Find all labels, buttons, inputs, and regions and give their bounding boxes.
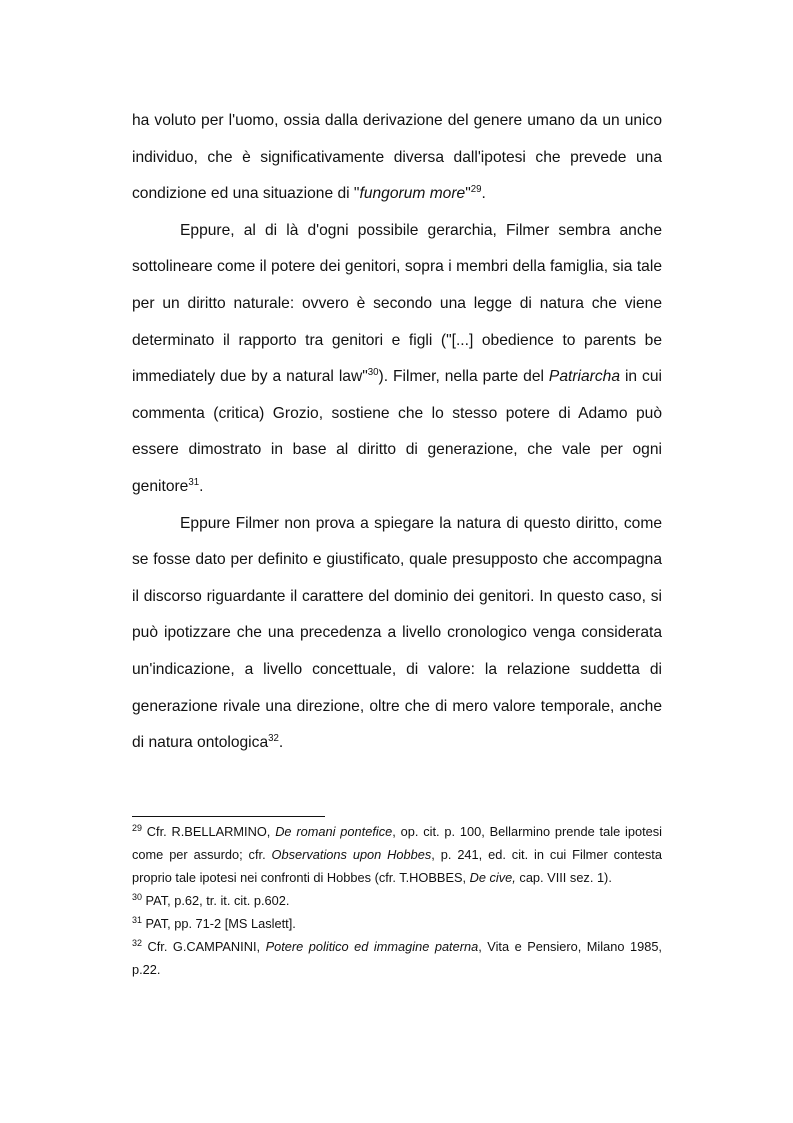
footnote-ref: 30: [367, 367, 379, 379]
text-run: Cfr. R.BELLARMINO,: [141, 824, 276, 839]
paragraph: [132, 213, 662, 506]
footnote-number: 30: [132, 892, 142, 903]
text-run: Eppure, al di là d'ogni possibile gerarchia, Filmer sembra anche sottolineare come il potere dei genitori, sopra i membri della famiglia, sia tale per un diritto naturale: ovvero è secondo una legge di natura che viene determinato il rapporto tra genitori e figli ("[...] obedience to parents be immediately due by a natural law": [132, 221, 662, 386]
text-run: .: [481, 185, 486, 203]
italic-text: De romani pontefice: [275, 824, 393, 839]
footnote: [132, 820, 662, 889]
footnote-number: 29: [132, 823, 142, 834]
text-run: PAT, pp. 71-2 [MS Laslett].: [141, 916, 296, 931]
text-run: .: [199, 477, 204, 495]
text-run: ha voluto per l'uomo, ossia dalla derivazione del genere umano da un unico individuo, che è significativamente diversa dall'ipotesi che prevede una condizione ed una situazione di ": [132, 112, 662, 203]
body-text: [132, 103, 662, 762]
text-run: Eppure Filmer non prova a spiegare la natura di questo diritto, come se fosse dato per definito e giustificato, quale presupposto che accompagna il discorso riguardante il carattere del dominio dei genitori. In questo caso, si può ipotizzare che una precedenza a livello cronologico venga considerata un'indicazione, a livello concettuale, di valore: la relazione suddetta di generazione rivale una direzione, oltre che di mero valore temporale, anche di natura ontologica: [132, 514, 662, 752]
text-run: .: [278, 734, 284, 752]
text-run: PAT, p.62, tr. it. cit. p.602.: [141, 893, 290, 908]
text-run: , Vita e Pensiero, Milano 1985, p.22.: [132, 939, 662, 977]
footnote-separator: [132, 816, 325, 817]
footnote-ref: 29: [470, 184, 482, 196]
footnote: [132, 912, 662, 935]
footnote: [132, 889, 662, 912]
text-run: ). Filmer, nella parte del: [378, 368, 549, 386]
italic-text: Observations upon Hobbes: [271, 847, 432, 862]
footnote-number: 31: [132, 915, 142, 926]
text-run: ": [465, 185, 471, 203]
italic-text: Patriarcha: [548, 368, 620, 386]
text-run: , op. cit. p. 100, Bellarmino prende tale ipotesi come per assurdo; cfr.: [132, 824, 662, 862]
text-run: in cui commenta (critica) Grozio, sostiene che lo stesso potere di Adamo può essere dimostrato in base al diritto di generazione, che vale per ogni genitore: [132, 368, 662, 495]
text-run: Cfr. G.CAMPANINI,: [141, 939, 266, 954]
footnote-ref: 31: [188, 476, 200, 488]
footnote: [132, 935, 662, 981]
footnote-number: 32: [132, 938, 142, 949]
italic-text: fungorum more: [359, 185, 466, 203]
text-run: cap. VIII sez. 1).: [515, 870, 612, 885]
paragraph: [132, 506, 662, 762]
footnotes: [132, 820, 662, 981]
text-run: , p. 241, ed. cit. in cui Filmer contesta proprio tale ipotesi nei confronti di Hobbes (cfr. T.HOBBES,: [132, 847, 662, 885]
paragraph: [132, 103, 662, 213]
italic-text: Potere politico ed immagine paterna: [265, 939, 479, 954]
italic-text: De cive,: [469, 870, 516, 885]
footnote-ref: 32: [268, 733, 279, 745]
